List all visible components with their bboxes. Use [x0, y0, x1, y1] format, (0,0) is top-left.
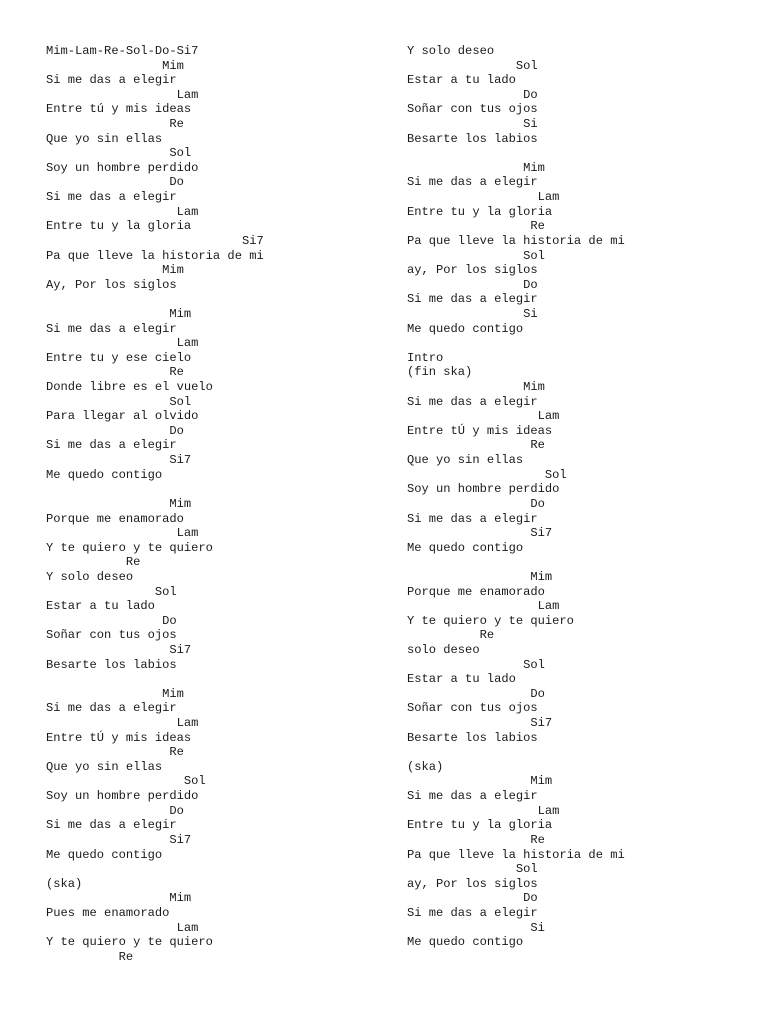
lyric-line: Que yo sin ellas — [407, 453, 524, 468]
chord-line: Mim — [46, 263, 184, 278]
chord-line: Do — [407, 277, 538, 292]
lyric-line: Soñar con tus ojos — [46, 628, 177, 643]
lyric-line: Entre tu y la gloria — [407, 818, 553, 833]
chord-line: Sol — [407, 248, 545, 263]
chord-line: Mim — [407, 569, 553, 584]
chord-line: Sol — [46, 584, 177, 599]
chord-line: Do — [407, 891, 538, 906]
chord-line: Si7 — [46, 233, 264, 248]
chord-line: Sol — [46, 774, 206, 789]
chord-line: Re — [46, 949, 134, 964]
chord-line: Si — [407, 306, 538, 321]
chord-line: Si7 — [46, 453, 192, 468]
chord-line: Do — [407, 686, 545, 701]
lyric-line: Pa que lleve la historia de mi — [46, 248, 264, 263]
lyric-line: Y te quiero y te quiero — [46, 935, 213, 950]
lyric-line: Pa que lleve la historia de mi — [407, 233, 625, 248]
blank-line — [407, 336, 625, 351]
chord-line: Re — [407, 219, 545, 234]
chord-line: Sol — [46, 394, 192, 409]
lyric-line: solo deseo — [407, 642, 480, 657]
chord-line: Mim — [407, 380, 545, 395]
lyric-line: Si me das a elegir — [46, 701, 177, 716]
chord-line: Re — [407, 832, 545, 847]
lyric-line: Si me das a elegir — [407, 394, 538, 409]
lyric-line: Entre tu y la gloria — [46, 219, 192, 234]
chord-line: Sol — [407, 862, 538, 877]
chord-line: Si — [407, 117, 538, 132]
chord-line: Mim — [46, 891, 192, 906]
lyric-line: Que yo sin ellas — [46, 131, 163, 146]
lyric-line: Si me das a elegir — [407, 175, 538, 190]
lyric-line: Estar a tu lado — [407, 672, 516, 687]
lyric-line: Mim-Lam-Re-Sol-Do-Si7 — [46, 44, 199, 58]
chord-line: Lam — [46, 526, 199, 541]
chord-line: Re — [46, 365, 184, 380]
lyric-line: Soñar con tus ojos — [407, 102, 538, 117]
lyric-line: Si me das a elegir — [407, 789, 538, 804]
lyric-line: Besarte los labios — [46, 657, 177, 672]
lyric-line: Si me das a elegir — [407, 905, 538, 920]
lyric-line: Besarte los labios — [407, 131, 538, 146]
lyric-line: Si me das a elegir — [407, 511, 538, 526]
lyric-line: Si me das a elegir — [46, 321, 177, 336]
blank-line — [46, 862, 264, 877]
chord-line: Do — [407, 496, 545, 511]
chord-line: Re — [407, 628, 495, 643]
chord-line: Mim — [407, 774, 553, 789]
lyric-line: Para llegar al olvido — [46, 409, 199, 424]
chord-line: Re — [46, 117, 184, 132]
lyric-line: Entre tu y ese cielo — [46, 350, 192, 365]
chord-line: Sol — [407, 467, 567, 482]
chord-line: Lam — [46, 204, 199, 219]
chord-line: Si7 — [407, 526, 553, 541]
lyric-line: Me quedo contigo — [407, 935, 524, 950]
lyric-line: Entre tú y mis ideas — [46, 102, 192, 117]
lyric-line: (ska) — [407, 759, 444, 774]
lyric-line: Estar a tu lado — [46, 599, 155, 614]
chord-line: Lam — [407, 409, 560, 424]
lyric-line: Y solo deseo — [46, 569, 134, 584]
chord-line: Re — [46, 745, 184, 760]
chord-line: Do — [46, 803, 184, 818]
lyric-line: ay, Por los siglos — [407, 876, 538, 891]
lyric-line: Soy un hombre perdido — [407, 482, 560, 497]
chord-line: Sol — [407, 657, 545, 672]
chord-line: Si7 — [46, 832, 192, 847]
chord-line: Re — [407, 438, 545, 453]
lyric-line: ay, Por los siglos — [407, 263, 538, 278]
chord-line: Mim — [46, 58, 184, 73]
chord-line: Si7 — [46, 642, 192, 657]
blank-line — [46, 482, 264, 497]
lyric-line: Intro — [407, 350, 444, 365]
right-column — [407, 44, 625, 950]
lyric-line: Que yo sin ellas — [46, 759, 163, 774]
chord-line: Do — [407, 87, 538, 102]
lyric-line: Si me das a elegir — [407, 292, 538, 307]
lyric-line: Me quedo contigo — [407, 321, 524, 336]
lyric-line: Y te quiero y te quiero — [46, 540, 213, 555]
chord-line: Si7 — [407, 716, 553, 731]
lyric-line: Donde libre es el vuelo — [46, 380, 213, 395]
blank-line — [46, 292, 264, 307]
chord-line: Do — [46, 175, 184, 190]
lyric-line: Soñar con tus ojos — [407, 701, 538, 716]
lyric-line: Porque me enamorado — [46, 511, 184, 526]
lyric-line: Pa que lleve la historia de mi — [407, 847, 625, 862]
chord-line: Re — [46, 555, 141, 570]
blank-line — [407, 745, 625, 760]
chord-line: Mim — [46, 496, 192, 511]
lyric-line: Besarte los labios — [407, 730, 538, 745]
lyric-line: Porque me enamorado — [407, 584, 545, 599]
chord-line: Do — [46, 613, 177, 628]
lyric-line: (fin ska) — [407, 365, 473, 380]
lyric-line: Y te quiero y te quiero — [407, 613, 574, 628]
left-column — [46, 44, 264, 964]
lyric-line: Si me das a elegir — [46, 818, 177, 833]
chord-line: Si — [407, 920, 545, 935]
chord-line: Lam — [407, 190, 560, 205]
lyric-line: Entre tÚ y mis ideas — [46, 730, 192, 745]
lyric-line: Entre tu y la gloria — [407, 204, 553, 219]
lyric-line: Soy un hombre perdido — [46, 160, 199, 175]
lyric-line: Estar a tu lado — [407, 73, 516, 88]
chord-line: Sol — [407, 58, 538, 73]
lyric-line: Ay, Por los siglos — [46, 277, 177, 292]
lyric-line: Si me das a elegir — [46, 438, 177, 453]
blank-line — [407, 555, 625, 570]
lyric-line: Pues me enamorado — [46, 905, 170, 920]
chord-line: Lam — [46, 716, 199, 731]
blank-line — [46, 672, 264, 687]
lyric-line: Me quedo contigo — [407, 540, 524, 555]
lyric-line: Si me das a elegir — [46, 73, 177, 88]
chord-line: Lam — [407, 803, 560, 818]
blank-line — [407, 146, 625, 161]
chord-line: Lam — [407, 599, 560, 614]
chord-line: Do — [46, 423, 184, 438]
lyric-line: Me quedo contigo — [46, 847, 163, 862]
chord-line: Mim — [46, 306, 192, 321]
lyric-line: Y solo deseo — [407, 44, 495, 58]
lyric-line: Entre tÚ y mis ideas — [407, 423, 553, 438]
chord-line: Lam — [46, 336, 199, 351]
lyric-line: Si me das a elegir — [46, 190, 177, 205]
chord-line: Mim — [46, 686, 184, 701]
lyric-line: Soy un hombre perdido — [46, 789, 199, 804]
chord-line: Lam — [46, 87, 199, 102]
chord-line: Lam — [46, 920, 199, 935]
chord-line: Mim — [407, 160, 545, 175]
chord-line: Sol — [46, 146, 192, 161]
lyric-line: Me quedo contigo — [46, 467, 163, 482]
lyric-line: (ska) — [46, 876, 83, 891]
